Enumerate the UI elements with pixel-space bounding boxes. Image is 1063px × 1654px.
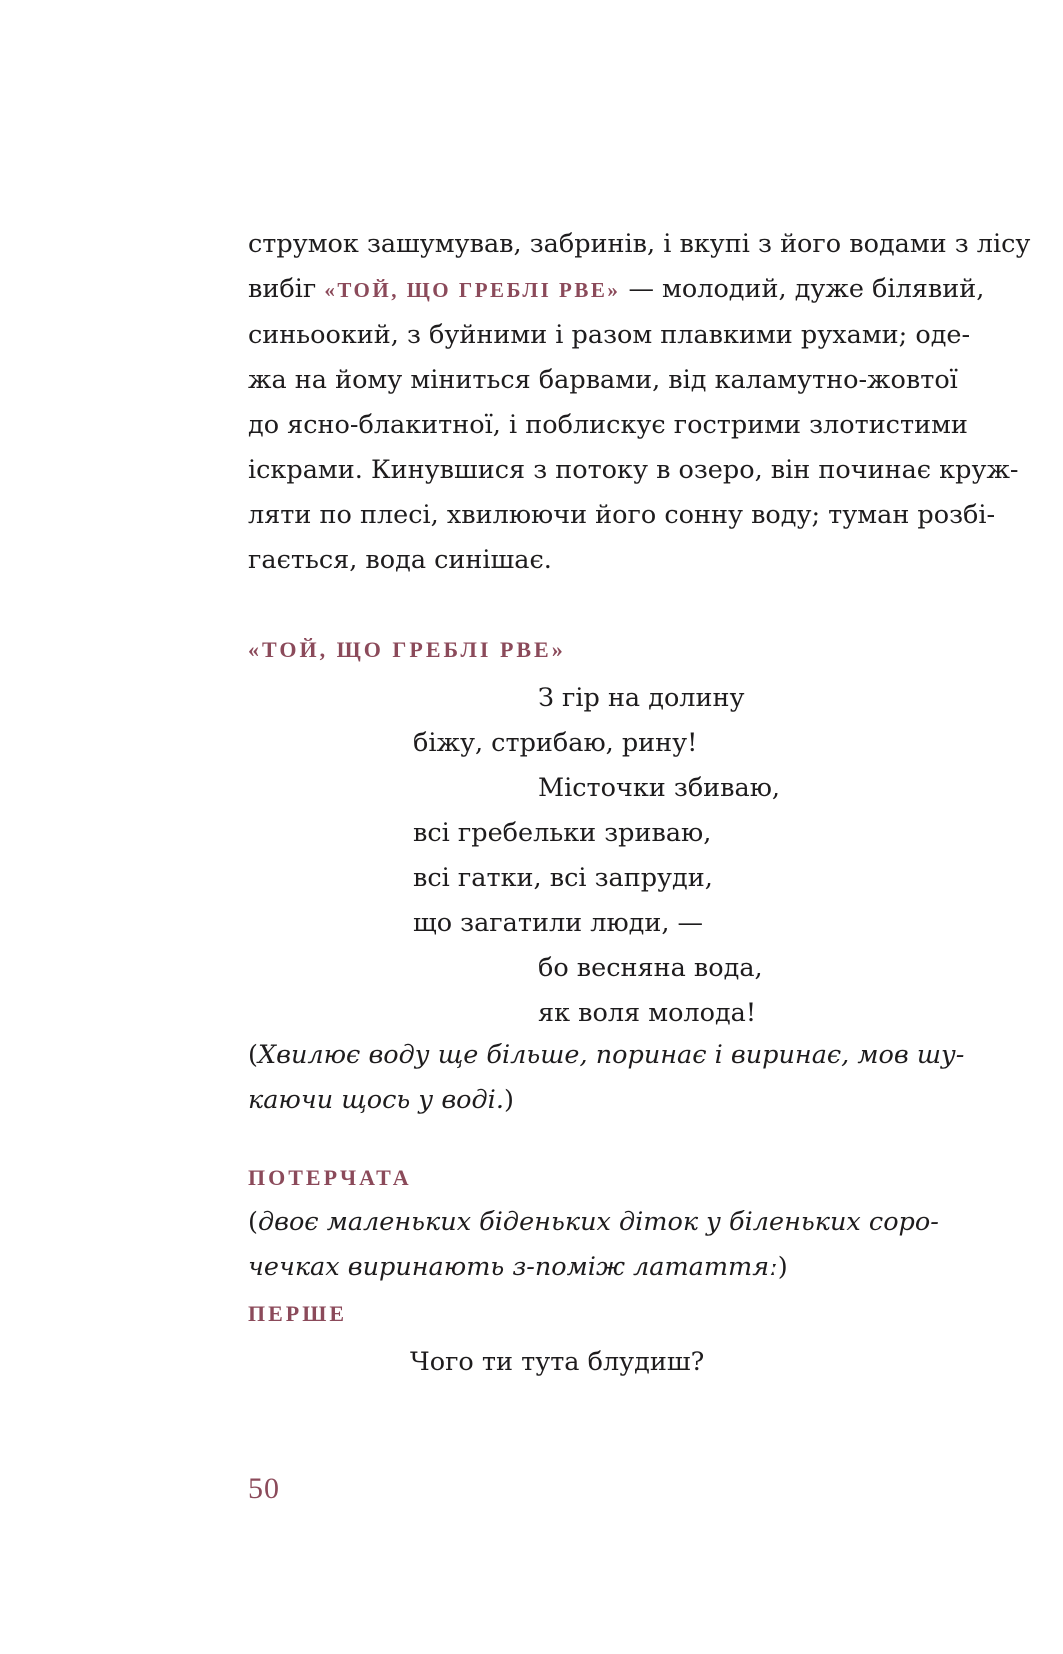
verse-line: Місточки збиваю, [538, 773, 781, 803]
prose-line-5: до ясно-блакитної, і поблискує гострими злотистими [248, 410, 968, 440]
verse-line: як воля молода! [538, 998, 757, 1028]
open-paren: ( [248, 1040, 258, 1070]
stage-direction-paragraph [248, 222, 1031, 583]
close-paren: ) [777, 1252, 788, 1282]
speaker-name: ПЕРШЕ [248, 1301, 348, 1326]
verse-line: бо весняна вода, [538, 953, 763, 983]
stage-direction-text: чечках виринають з-поміж лататтяː [248, 1252, 778, 1282]
stage-direction [248, 1033, 965, 1123]
prose-line-8: гається, вода синішає. [248, 545, 552, 575]
stage-direction-line-2 [248, 1245, 908, 1290]
prose-line-2 [248, 267, 985, 313]
prose-line-4: жа на йому міниться барвами, від каламутно-жовтої [248, 365, 958, 395]
stage-direction-line-1 [248, 1200, 939, 1245]
verse-line: Чого ти тута блудиш? [410, 1347, 705, 1377]
verse-line: біжу, стрибаю, рину! [413, 728, 698, 758]
close-paren: ) [503, 1085, 514, 1115]
stage-direction-text: двоє маленьких біденьких діток у біленьких соро- [257, 1207, 939, 1237]
prose-line-2-end: — молодий, дуже білявий, [620, 274, 985, 304]
character-name-inline: «ТОЙ, ЩО ГРЕБЛІ РВЕ» [324, 278, 621, 302]
stage-direction [248, 1200, 939, 1290]
prose-line-2-start: вибіг [248, 274, 325, 304]
prose-line-1: струмок зашумував, забринів, і вкупі з його водами з лісу [248, 229, 1031, 259]
page-number: 50 [248, 1472, 280, 1505]
verse-line: всі гатки, всі запруди, [413, 863, 713, 893]
verse-line: що загатили люди, — [413, 908, 704, 938]
prose-line-7: ляти по плесі, хвилюючи його сонну воду; туман розбі- [248, 500, 996, 530]
verse-line: З гір на долину [538, 683, 745, 713]
stage-direction-line-1 [248, 1033, 965, 1078]
stage-direction-text: Хвилює воду ще більше, поринає і виринає, мов шу- [257, 1040, 965, 1070]
verse-line: всі гребельки зриваю, [413, 818, 712, 848]
stage-direction-line-2 [248, 1078, 908, 1123]
speaker-name: «ТОЙ, ЩО ГРЕБЛІ РВЕ» [248, 637, 566, 662]
stage-direction-text: каючи щось у воді. [248, 1085, 504, 1115]
speaker-name: ПОТЕРЧАТА [248, 1165, 412, 1190]
open-paren: ( [248, 1207, 258, 1237]
prose-line-3: синьоокий, з буйними і разом плавкими рухами; оде- [248, 320, 971, 350]
prose-line-6: іскрами. Кинувшися з потоку в озеро, він починає круж- [248, 455, 1019, 485]
